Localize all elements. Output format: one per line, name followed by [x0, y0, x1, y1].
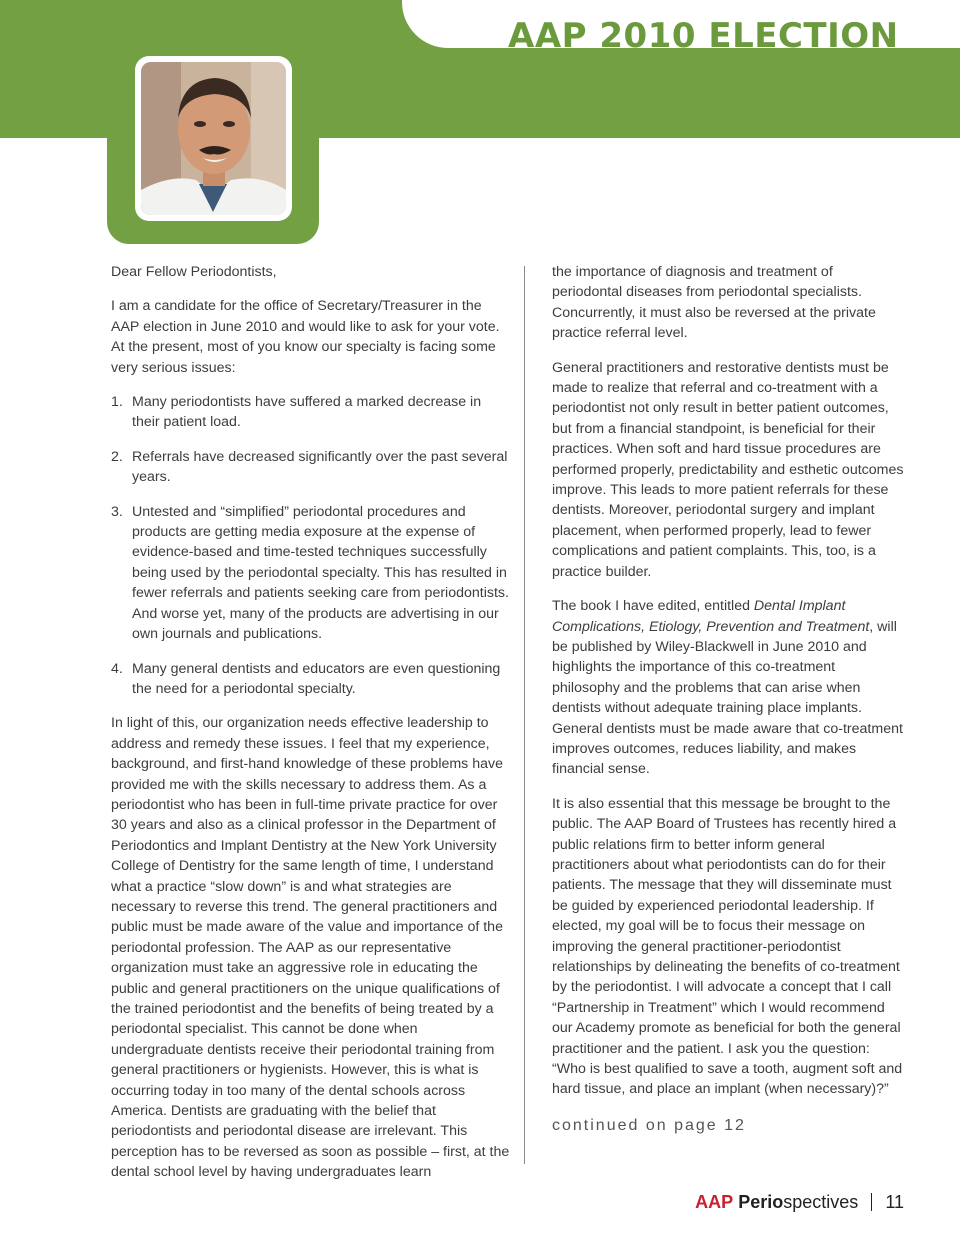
intro-paragraph: I am a candidate for the office of Secretary/Treasurer in the AAP election in June 2010 and would like to ask for your vote. At the present, most of you know our specialty is facing some very serious issues:	[111, 298, 500, 376]
book-title: Dental Implant Complications, Etiology, Prevention and Treatment	[552, 598, 870, 635]
footer	[695, 1192, 904, 1213]
issue-item-2	[111, 447, 511, 488]
page-number: 11	[885, 1192, 904, 1212]
issue-number: 1.	[111, 394, 123, 411]
letter-left-column	[111, 262, 511, 1197]
book-text-after: , will be published by Wiley-Blackwell in June 2010 and highlights the importance of this co-treatment philosophy and the problems that can arise when dentists without adequate training place implants. General dentists must be made aware that co-treatment improves outcomes, reduces liability, and makes financial sense.	[552, 618, 903, 778]
continued-note: continued on page 12	[552, 1116, 746, 1134]
issue-text: Referrals have decreased significantly over the past several years.	[132, 448, 508, 486]
issue-number: 3.	[111, 503, 123, 520]
issue-item-3	[111, 502, 511, 645]
column-divider	[524, 266, 525, 1164]
issue-text: Many periodontists have suffered a marked decrease in their patient load.	[132, 394, 482, 431]
diagnosis-paragraph: the importance of diagnosis and treatment of periodontal diseases from periodontal specialists. Concurrently, it must also be reversed at the private practice referral level.	[552, 264, 876, 342]
leadership-paragraph: In light of this, our organization needs effective leadership to address and remedy these issues. I feel that my experience, background, and first-hand knowledge of these problems have provided me with the skills necessary to address them. As a periodontist who has been in full-time private practice for over 30 years and also as a clinical professor in the Department of Periodontics and Implant Dentistry at the New York University College of Dentistry for the same length of time, I understand what a practice “slow down” is and what strategies are necessary to reverse this trend. The general practitioners and public must be made aware of the value and importance of the periodontal profession. The AAP as our representative organization must take an aggressive role in educating the public and general practitioners on the unique qualifications of the trained periodontist and the benefits of being treated by a periodontal specialist. This cannot be done when undergraduate dentists receive their periodontal training from general practitioners or hygienists. However, this is what is occurring today in too many of the dental schools across America. Dentists are graduating with the belief that periodontists and periodontal disease are irrelevant. This perception has to be reversed as soon as possible – first, at the dental school level by having undergraduates learn	[111, 715, 510, 1181]
book-paragraph	[552, 596, 904, 780]
greeting: Dear Fellow Periodontists,	[111, 264, 277, 280]
issue-text: Many general dentists and educators are even questioning the need for a periodontal specialty.	[132, 660, 501, 697]
page-title: AAP 2010 ELECTION	[508, 16, 899, 48]
public-paragraph: It is also essential that this message be brought to the public. The AAP Board of Trustees has recently hired a public relations firm to better inform general practitioners about what periodontists can do for their patients. The message that they will disseminate must be guided by experienced periodontal leadership. If elected, my goal will be to focus their message on improving the general practitioner-periodontist relationships by delineating the benefits of co-treatment by the periodontist. I will advocate a concept that I call “Partnership in Treatment” which I would recommend our Academy promote as beneficial for both the general practitioner and the patient. I ask you the question: “Who is best qualified to save a tooth, augment soft and hard tissue, and place an implant (when necessary)?”	[552, 795, 903, 1098]
portrait-illustration	[141, 62, 286, 215]
footer-separator	[871, 1193, 872, 1211]
issue-text: Untested and “simplified” periodontal procedures and products are getting media exposure at the expense of evidence-based and time-tested techniques successfully being used by the periodontal specialty. This has resulted in fewer referrals and patients seeking care from periodontists. And worse yet, many of the products are advertising in our own journals and publications.	[132, 503, 509, 643]
issue-item-4	[111, 659, 511, 700]
issue-item-1	[111, 392, 511, 433]
candidate-portrait	[141, 62, 286, 215]
letter-right-column	[552, 262, 904, 1136]
footer-brand-spectives: spectives	[783, 1192, 859, 1212]
footer-brand-perio: Perio	[738, 1192, 784, 1212]
book-text-before: The book I have edited, entitled	[552, 598, 754, 615]
issue-number: 4.	[111, 660, 123, 677]
issue-number: 2.	[111, 448, 123, 465]
footer-brand-aap: AAP	[695, 1192, 734, 1212]
practitioners-paragraph: General practitioners and restorative dentists must be made to realize that referral and co-treatment with a periodontist not only result in better patient outcomes, but from a financial standpoint, is beneficial for their practices. When soft and hard tissue procedures are performed properly, predictability and esthetic outcomes improve. This leads to more patient referrals for these dentists. Moreover, periodontal surgery and implant placement, when performed properly, lead to fewer complications and patient complaints. This, too, is a practice builder.	[552, 359, 904, 580]
